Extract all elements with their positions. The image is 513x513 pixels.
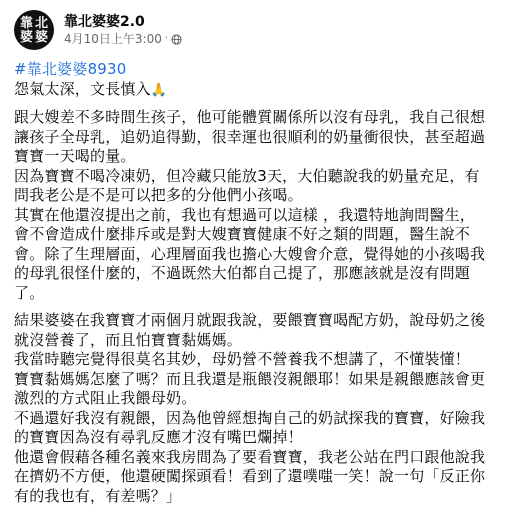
praying-hands-icon: 🙏 [150, 82, 168, 98]
body-line: 我當時聽完覺得很莫名其妙，母奶營不營養我不想講了，不懂裝懂！ [14, 350, 471, 368]
post-meta [64, 13, 182, 47]
avatar-char: 靠 [19, 15, 33, 31]
body-line: 他還會假藉各種名義來我房間為了要看寶寶，我老公站在門口跟他說我 [14, 447, 486, 466]
body-line: 有的我也有，有差嗎？」 [14, 486, 182, 505]
avatar-char: 婆 [34, 29, 48, 45]
post-header [14, 8, 503, 52]
page-name[interactable]: 靠北婆婆2.0 [64, 14, 145, 30]
post-intro [14, 80, 503, 101]
body-line: 會不會造成什麼排斥或是對大嫂寶寶健康不好之類的問題，醫生說不 [14, 225, 471, 243]
globe-icon[interactable] [171, 34, 182, 45]
paragraph-2 [14, 311, 503, 506]
body-line: 的母乳很怪什麼的，不過既然大伯都自己提了，那應該就是沒有問題 [14, 264, 471, 282]
body-line: 跟大嫂差不多時間生孩子，他可能體質關係所以沒有母乳，我自己很想 [14, 108, 486, 126]
body-line: 在擠奶不方便，他還硬闖探頭看！看到了還噗嗤一笑！說一句「反正你 [14, 467, 486, 485]
body-line: 不過還好我沒有親餵，因為他曾經想掏自己的奶試探我的寶寶，好險我 [14, 408, 486, 427]
body-line: 其實在他還沒提出之前，我也有想過可以這樣 ，我還特地詢問醫生， [14, 205, 475, 224]
body-line: 會。除了生理層面，心理層面我也擔心大嫂會介意，覺得她的小孩喝我 [14, 244, 486, 263]
paragraph-1 [14, 108, 503, 303]
body-line: 寶寶黏媽媽怎麼了嗎？而且我還是瓶餵沒親餵耶！如果是親餵應該會更 [14, 369, 486, 388]
post-subline [64, 31, 182, 47]
hashtag-link[interactable]: #靠北婆婆8930 [14, 60, 127, 78]
avatar-char: 婆 [19, 29, 33, 45]
body-line: 了。 [14, 283, 45, 302]
post-timestamp[interactable]: 4月10日上午3:00 [64, 32, 162, 46]
body-line: 因為寶寶不喝冷凍奶，但冷藏只能放3天，大伯聽說我的奶量充足，有 [14, 166, 480, 185]
body-line: 讓孩子全母乳，追奶追得勤，很幸運也很順利的奶量衝很快，甚至超過 [14, 127, 486, 146]
body-line: 的寶寶因為沒有尋乳反應才沒有嘴巴爛掉！ [14, 428, 303, 446]
separator-dot: · [164, 33, 169, 44]
body-line: 寶寶一天喝的量。 [14, 147, 136, 165]
body-line: 激烈的方式阻止我餵母奶。 [14, 389, 197, 407]
post-body [14, 60, 503, 506]
body-line: 結果婆婆在我寶寶才兩個月就跟我說，要餵寶寶喝配方奶，說母奶之後 [14, 311, 486, 329]
page-avatar[interactable] [14, 10, 54, 50]
intro-text: 怨氣太深，文長慎入 [14, 79, 151, 98]
body-line: 就沒營養了，而且怕寶寶黏媽媽。 [14, 330, 243, 349]
body-line: 問我老公是不是可以把多的分他們小孩喝。 [14, 186, 303, 204]
avatar-char: 北 [34, 15, 48, 31]
